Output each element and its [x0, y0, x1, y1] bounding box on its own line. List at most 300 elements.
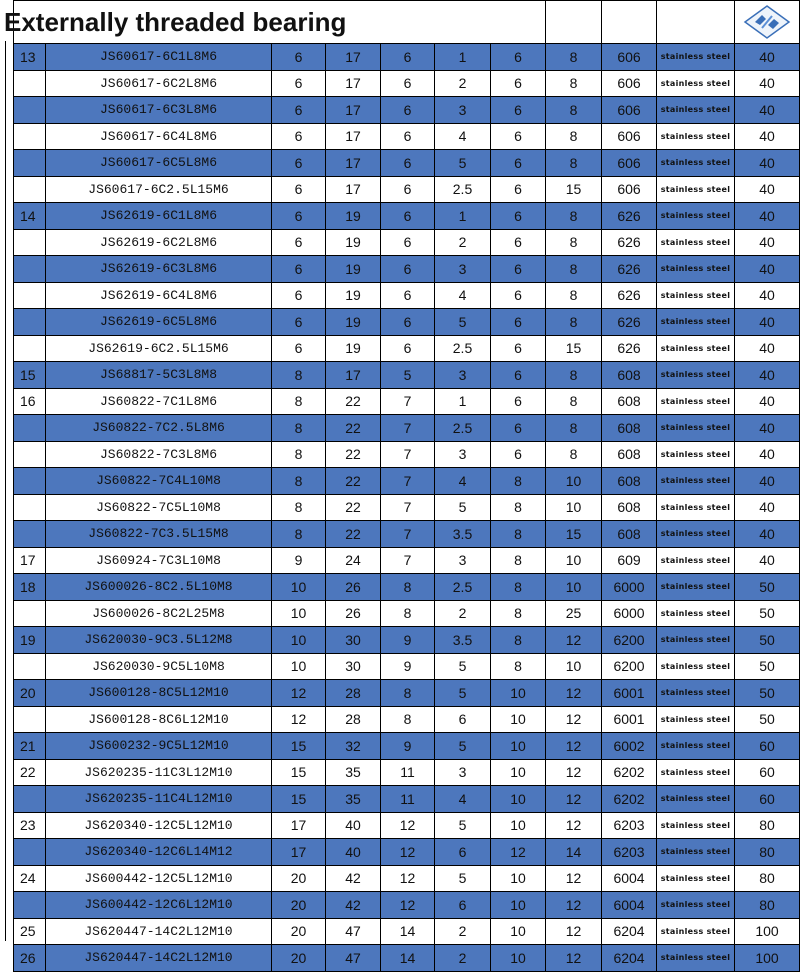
bearing-number-cell: 6000: [602, 600, 657, 627]
material-cell: stainless steel: [657, 574, 735, 601]
l-dimension-cell: 15: [546, 176, 602, 203]
material-cell: stainless steel: [657, 415, 735, 442]
bearing-number-cell: 6203: [602, 812, 657, 839]
inner-diameter-cell: 20: [272, 945, 326, 972]
l-dimension-cell: 12: [546, 759, 602, 786]
model-cell: JS600442-12C5L12M10: [46, 865, 272, 892]
model-cell: JS60617-6C1L8M6: [46, 44, 272, 71]
outer-diameter-cell: 47: [326, 945, 381, 972]
quantity-cell: 40: [735, 256, 800, 283]
c-dimension-cell: 6: [435, 706, 491, 733]
model-cell: JS60822-7C5L10M8: [46, 494, 272, 521]
bearing-number-cell: 626: [602, 335, 657, 362]
l-dimension-cell: 14: [546, 839, 602, 866]
row-number: 21: [14, 733, 46, 760]
quantity-cell: 40: [735, 123, 800, 150]
bearing-number-cell: 626: [602, 229, 657, 256]
quantity-cell: 100: [735, 918, 800, 945]
c-dimension-cell: 4: [435, 468, 491, 495]
quantity-cell: 40: [735, 335, 800, 362]
material-cell: stainless steel: [657, 441, 735, 468]
c-dimension-cell: 3: [435, 97, 491, 124]
model-cell: JS60822-7C1L8M6: [46, 388, 272, 415]
m-dimension-cell: 10: [491, 759, 546, 786]
row-number: [14, 309, 46, 336]
material-cell: stainless steel: [657, 918, 735, 945]
m-dimension-cell: 6: [491, 70, 546, 97]
bearing-number-cell: 606: [602, 123, 657, 150]
material-cell: stainless steel: [657, 282, 735, 309]
inner-diameter-cell: 6: [272, 150, 326, 177]
table-row: [14, 812, 800, 839]
row-number: [14, 839, 46, 866]
width-cell: 6: [381, 176, 435, 203]
width-cell: 12: [381, 812, 435, 839]
material-cell: stainless steel: [657, 388, 735, 415]
l-dimension-cell: 8: [546, 150, 602, 177]
model-cell: JS60617-6C5L8M6: [46, 150, 272, 177]
c-dimension-cell: 5: [435, 812, 491, 839]
outer-diameter-cell: 17: [326, 97, 381, 124]
inner-diameter-cell: 6: [272, 335, 326, 362]
inner-diameter-cell: 6: [272, 176, 326, 203]
quantity-cell: 40: [735, 521, 800, 548]
width-cell: 6: [381, 97, 435, 124]
width-cell: 6: [381, 150, 435, 177]
bearing-number-cell: 606: [602, 176, 657, 203]
table-row: [14, 468, 800, 495]
l-dimension-cell: 12: [546, 892, 602, 919]
outer-diameter-cell: 17: [326, 176, 381, 203]
width-cell: 8: [381, 574, 435, 601]
inner-diameter-cell: 6: [272, 229, 326, 256]
row-number: [14, 70, 46, 97]
l-dimension-cell: 8: [546, 44, 602, 71]
m-dimension-cell: 10: [491, 918, 546, 945]
l-dimension-cell: 12: [546, 627, 602, 654]
model-cell: JS62619-6C1L8M6: [46, 203, 272, 230]
c-dimension-cell: 5: [435, 494, 491, 521]
material-cell: stainless steel: [657, 309, 735, 336]
l-dimension-cell: 12: [546, 733, 602, 760]
table-row: [14, 44, 800, 71]
table-row: [14, 653, 800, 680]
c-dimension-cell: 1: [435, 203, 491, 230]
l-dimension-cell: 12: [546, 945, 602, 972]
inner-diameter-cell: 17: [272, 839, 326, 866]
row-number: 13: [14, 44, 46, 71]
logo-cell: [735, 1, 800, 44]
l-dimension-cell: 15: [546, 521, 602, 548]
m-dimension-cell: 6: [491, 388, 546, 415]
bearing-number-cell: 6203: [602, 839, 657, 866]
m-dimension-cell: 6: [491, 441, 546, 468]
width-cell: 7: [381, 547, 435, 574]
table-row: [14, 388, 800, 415]
quantity-cell: 50: [735, 574, 800, 601]
quantity-cell: 50: [735, 627, 800, 654]
quantity-cell: 100: [735, 945, 800, 972]
quantity-cell: 50: [735, 653, 800, 680]
bearing-number-cell: 608: [602, 494, 657, 521]
row-number: 19: [14, 627, 46, 654]
c-dimension-cell: 2: [435, 918, 491, 945]
l-dimension-cell: 12: [546, 918, 602, 945]
width-cell: 5: [381, 362, 435, 389]
m-dimension-cell: 10: [491, 945, 546, 972]
c-dimension-cell: 5: [435, 653, 491, 680]
inner-diameter-cell: 20: [272, 865, 326, 892]
m-dimension-cell: 12: [491, 839, 546, 866]
l-dimension-cell: 10: [546, 468, 602, 495]
bearing-number-cell: 608: [602, 521, 657, 548]
outer-diameter-cell: 19: [326, 256, 381, 283]
inner-diameter-cell: 6: [272, 309, 326, 336]
bearing-number-cell: 6200: [602, 627, 657, 654]
row-number: [14, 786, 46, 813]
l-dimension-cell: 12: [546, 812, 602, 839]
outer-diameter-cell: 19: [326, 203, 381, 230]
model-cell: JS620447-14C2L12M10: [46, 918, 272, 945]
bearing-spec-table: [4, 0, 800, 972]
width-cell: 6: [381, 282, 435, 309]
header-cell-empty: [602, 1, 657, 44]
l-dimension-cell: 8: [546, 70, 602, 97]
row-number: [14, 282, 46, 309]
outer-diameter-cell: 19: [326, 335, 381, 362]
diamond-logo-icon: [742, 4, 792, 40]
row-number: [14, 176, 46, 203]
m-dimension-cell: 6: [491, 176, 546, 203]
width-cell: 14: [381, 945, 435, 972]
table-row: [14, 494, 800, 521]
outer-diameter-cell: 22: [326, 521, 381, 548]
bearing-number-cell: 6204: [602, 918, 657, 945]
table-row: [14, 176, 800, 203]
width-cell: 8: [381, 706, 435, 733]
bearing-number-cell: 6202: [602, 759, 657, 786]
inner-diameter-cell: 6: [272, 282, 326, 309]
inner-diameter-cell: 8: [272, 362, 326, 389]
inner-diameter-cell: 10: [272, 574, 326, 601]
outer-diameter-cell: 22: [326, 415, 381, 442]
m-dimension-cell: 6: [491, 97, 546, 124]
width-cell: 6: [381, 229, 435, 256]
table-row: [14, 600, 800, 627]
l-dimension-cell: 12: [546, 865, 602, 892]
m-dimension-cell: 8: [491, 468, 546, 495]
quantity-cell: 40: [735, 203, 800, 230]
material-cell: stainless steel: [657, 494, 735, 521]
header-row: [14, 1, 800, 44]
width-cell: 6: [381, 70, 435, 97]
material-cell: stainless steel: [657, 468, 735, 495]
outer-diameter-cell: 24: [326, 547, 381, 574]
c-dimension-cell: 3.5: [435, 627, 491, 654]
bearing-number-cell: 608: [602, 415, 657, 442]
outer-diameter-cell: 17: [326, 150, 381, 177]
table-row: [14, 706, 800, 733]
inner-diameter-cell: 15: [272, 786, 326, 813]
quantity-cell: 80: [735, 839, 800, 866]
c-dimension-cell: 5: [435, 680, 491, 707]
l-dimension-cell: 8: [546, 441, 602, 468]
row-number: 15: [14, 362, 46, 389]
material-cell: stainless steel: [657, 865, 735, 892]
l-dimension-cell: 8: [546, 97, 602, 124]
outer-diameter-cell: 30: [326, 653, 381, 680]
outer-diameter-cell: 22: [326, 388, 381, 415]
quantity-cell: 50: [735, 600, 800, 627]
model-cell: JS600026-8C2L25M8: [46, 600, 272, 627]
model-cell: JS620340-12C5L12M10: [46, 812, 272, 839]
m-dimension-cell: 10: [491, 706, 546, 733]
bearing-number-cell: 606: [602, 97, 657, 124]
inner-diameter-cell: 6: [272, 256, 326, 283]
table-row: [14, 680, 800, 707]
l-dimension-cell: 8: [546, 203, 602, 230]
model-cell: JS68817-5C3L8M8: [46, 362, 272, 389]
inner-diameter-cell: 8: [272, 494, 326, 521]
model-cell: JS62619-6C3L8M6: [46, 256, 272, 283]
l-dimension-cell: 8: [546, 415, 602, 442]
inner-diameter-cell: 6: [272, 44, 326, 71]
m-dimension-cell: 8: [491, 600, 546, 627]
m-dimension-cell: 10: [491, 892, 546, 919]
bearing-number-cell: 608: [602, 441, 657, 468]
inner-diameter-cell: 9: [272, 547, 326, 574]
l-dimension-cell: 12: [546, 786, 602, 813]
material-cell: stainless steel: [657, 335, 735, 362]
material-cell: stainless steel: [657, 150, 735, 177]
model-cell: JS600442-12C6L12M10: [46, 892, 272, 919]
table-row: [14, 335, 800, 362]
outer-diameter-cell: 32: [326, 733, 381, 760]
bearing-number-cell: 606: [602, 44, 657, 71]
inner-diameter-cell: 6: [272, 70, 326, 97]
outer-diameter-cell: 40: [326, 839, 381, 866]
model-cell: JS60822-7C3L8M6: [46, 441, 272, 468]
width-cell: 9: [381, 733, 435, 760]
table-row: [14, 865, 800, 892]
m-dimension-cell: 6: [491, 309, 546, 336]
l-dimension-cell: 8: [546, 123, 602, 150]
width-cell: 6: [381, 203, 435, 230]
bearing-number-cell: 6004: [602, 892, 657, 919]
bearing-number-cell: 6202: [602, 786, 657, 813]
material-cell: stainless steel: [657, 812, 735, 839]
row-number: 25: [14, 918, 46, 945]
model-cell: JS620447-14C2L12M10: [46, 945, 272, 972]
row-number: [14, 600, 46, 627]
table-row: [14, 97, 800, 124]
c-dimension-cell: 2: [435, 945, 491, 972]
row-number: [14, 441, 46, 468]
inner-diameter-cell: 15: [272, 759, 326, 786]
width-cell: 12: [381, 892, 435, 919]
material-cell: stainless steel: [657, 547, 735, 574]
c-dimension-cell: 3: [435, 547, 491, 574]
l-dimension-cell: 10: [546, 547, 602, 574]
width-cell: 9: [381, 627, 435, 654]
model-cell: JS62619-6C2L8M6: [46, 229, 272, 256]
outer-diameter-cell: 17: [326, 44, 381, 71]
quantity-cell: 40: [735, 309, 800, 336]
material-cell: stainless steel: [657, 627, 735, 654]
width-cell: 6: [381, 123, 435, 150]
model-cell: JS62619-6C4L8M6: [46, 282, 272, 309]
model-cell: JS600128-8C5L12M10: [46, 680, 272, 707]
c-dimension-cell: 2.5: [435, 574, 491, 601]
row-number: [14, 229, 46, 256]
width-cell: 6: [381, 44, 435, 71]
m-dimension-cell: 6: [491, 335, 546, 362]
width-cell: 7: [381, 494, 435, 521]
material-cell: stainless steel: [657, 256, 735, 283]
outer-diameter-cell: 22: [326, 468, 381, 495]
c-dimension-cell: 5: [435, 309, 491, 336]
c-dimension-cell: 2: [435, 70, 491, 97]
row-number: [14, 256, 46, 283]
model-cell: JS62619-6C2.5L15M6: [46, 335, 272, 362]
l-dimension-cell: 10: [546, 494, 602, 521]
material-cell: stainless steel: [657, 945, 735, 972]
m-dimension-cell: 8: [491, 494, 546, 521]
c-dimension-cell: 5: [435, 865, 491, 892]
bearing-number-cell: 608: [602, 388, 657, 415]
c-dimension-cell: 2: [435, 600, 491, 627]
m-dimension-cell: 8: [491, 627, 546, 654]
quantity-cell: 80: [735, 865, 800, 892]
outer-diameter-cell: 22: [326, 494, 381, 521]
width-cell: 8: [381, 600, 435, 627]
inner-diameter-cell: 6: [272, 203, 326, 230]
material-cell: stainless steel: [657, 653, 735, 680]
m-dimension-cell: 6: [491, 150, 546, 177]
inner-diameter-cell: 17: [272, 812, 326, 839]
model-cell: JS60617-6C4L8M6: [46, 123, 272, 150]
material-cell: stainless steel: [657, 97, 735, 124]
c-dimension-cell: 2.5: [435, 415, 491, 442]
bearing-number-cell: 606: [602, 150, 657, 177]
inner-diameter-cell: 8: [272, 415, 326, 442]
table-row: [14, 441, 800, 468]
width-cell: 11: [381, 759, 435, 786]
model-cell: JS60822-7C2.5L8M6: [46, 415, 272, 442]
quantity-cell: 60: [735, 786, 800, 813]
model-cell: JS620235-11C3L12M10: [46, 759, 272, 786]
material-cell: stainless steel: [657, 733, 735, 760]
model-cell: JS60617-6C3L8M6: [46, 97, 272, 124]
quantity-cell: 40: [735, 229, 800, 256]
material-cell: stainless steel: [657, 892, 735, 919]
c-dimension-cell: 5: [435, 733, 491, 760]
inner-diameter-cell: 6: [272, 97, 326, 124]
m-dimension-cell: 6: [491, 44, 546, 71]
l-dimension-cell: 8: [546, 229, 602, 256]
model-cell: JS60617-6C2.5L15M6: [46, 176, 272, 203]
bearing-number-cell: 6204: [602, 945, 657, 972]
c-dimension-cell: 1: [435, 44, 491, 71]
l-dimension-cell: 15: [546, 335, 602, 362]
row-number: [14, 892, 46, 919]
l-dimension-cell: 10: [546, 574, 602, 601]
quantity-cell: 40: [735, 388, 800, 415]
c-dimension-cell: 6: [435, 892, 491, 919]
header-cell-empty: [546, 1, 602, 44]
table-row: [14, 229, 800, 256]
model-cell: JS60822-7C3.5L15M8: [46, 521, 272, 548]
model-cell: JS60617-6C2L8M6: [46, 70, 272, 97]
row-number: 16: [14, 388, 46, 415]
model-cell: JS600026-8C2.5L10M8: [46, 574, 272, 601]
width-cell: 7: [381, 468, 435, 495]
row-number: 24: [14, 865, 46, 892]
inner-diameter-cell: 10: [272, 653, 326, 680]
l-dimension-cell: 8: [546, 256, 602, 283]
outer-diameter-cell: 42: [326, 892, 381, 919]
width-cell: 6: [381, 256, 435, 283]
table-row: [14, 759, 800, 786]
model-cell: JS60924-7C3L10M8: [46, 547, 272, 574]
model-cell: JS620235-11C4L12M10: [46, 786, 272, 813]
outer-diameter-cell: 26: [326, 574, 381, 601]
row-number: 26: [14, 945, 46, 972]
quantity-cell: 50: [735, 706, 800, 733]
table-row: [14, 123, 800, 150]
m-dimension-cell: 10: [491, 786, 546, 813]
row-number: [14, 415, 46, 442]
outer-diameter-cell: 28: [326, 706, 381, 733]
width-cell: 12: [381, 839, 435, 866]
l-dimension-cell: 10: [546, 653, 602, 680]
l-dimension-cell: 8: [546, 388, 602, 415]
material-cell: stainless steel: [657, 362, 735, 389]
table-row: [14, 203, 800, 230]
header-cell-empty: [657, 1, 735, 44]
m-dimension-cell: 10: [491, 733, 546, 760]
model-cell: JS60822-7C4L10M8: [46, 468, 272, 495]
c-dimension-cell: 4: [435, 123, 491, 150]
bearing-number-cell: 6004: [602, 865, 657, 892]
row-number: [14, 706, 46, 733]
bearing-number-cell: 626: [602, 256, 657, 283]
bearing-number-cell: 606: [602, 70, 657, 97]
m-dimension-cell: 6: [491, 415, 546, 442]
c-dimension-cell: 6: [435, 839, 491, 866]
quantity-cell: 40: [735, 70, 800, 97]
table-row: [14, 786, 800, 813]
material-cell: stainless steel: [657, 70, 735, 97]
material-cell: stainless steel: [657, 229, 735, 256]
m-dimension-cell: 6: [491, 282, 546, 309]
quantity-cell: 40: [735, 362, 800, 389]
table-row: [14, 839, 800, 866]
quantity-cell: 40: [735, 494, 800, 521]
m-dimension-cell: 6: [491, 203, 546, 230]
table-row: [14, 362, 800, 389]
left-margin-rule: [5, 41, 6, 941]
inner-diameter-cell: 20: [272, 918, 326, 945]
quantity-cell: 40: [735, 468, 800, 495]
c-dimension-cell: 3: [435, 441, 491, 468]
row-number: [14, 150, 46, 177]
quantity-cell: 40: [735, 44, 800, 71]
table-row: [14, 892, 800, 919]
outer-diameter-cell: 28: [326, 680, 381, 707]
inner-diameter-cell: 12: [272, 680, 326, 707]
material-cell: stainless steel: [657, 44, 735, 71]
